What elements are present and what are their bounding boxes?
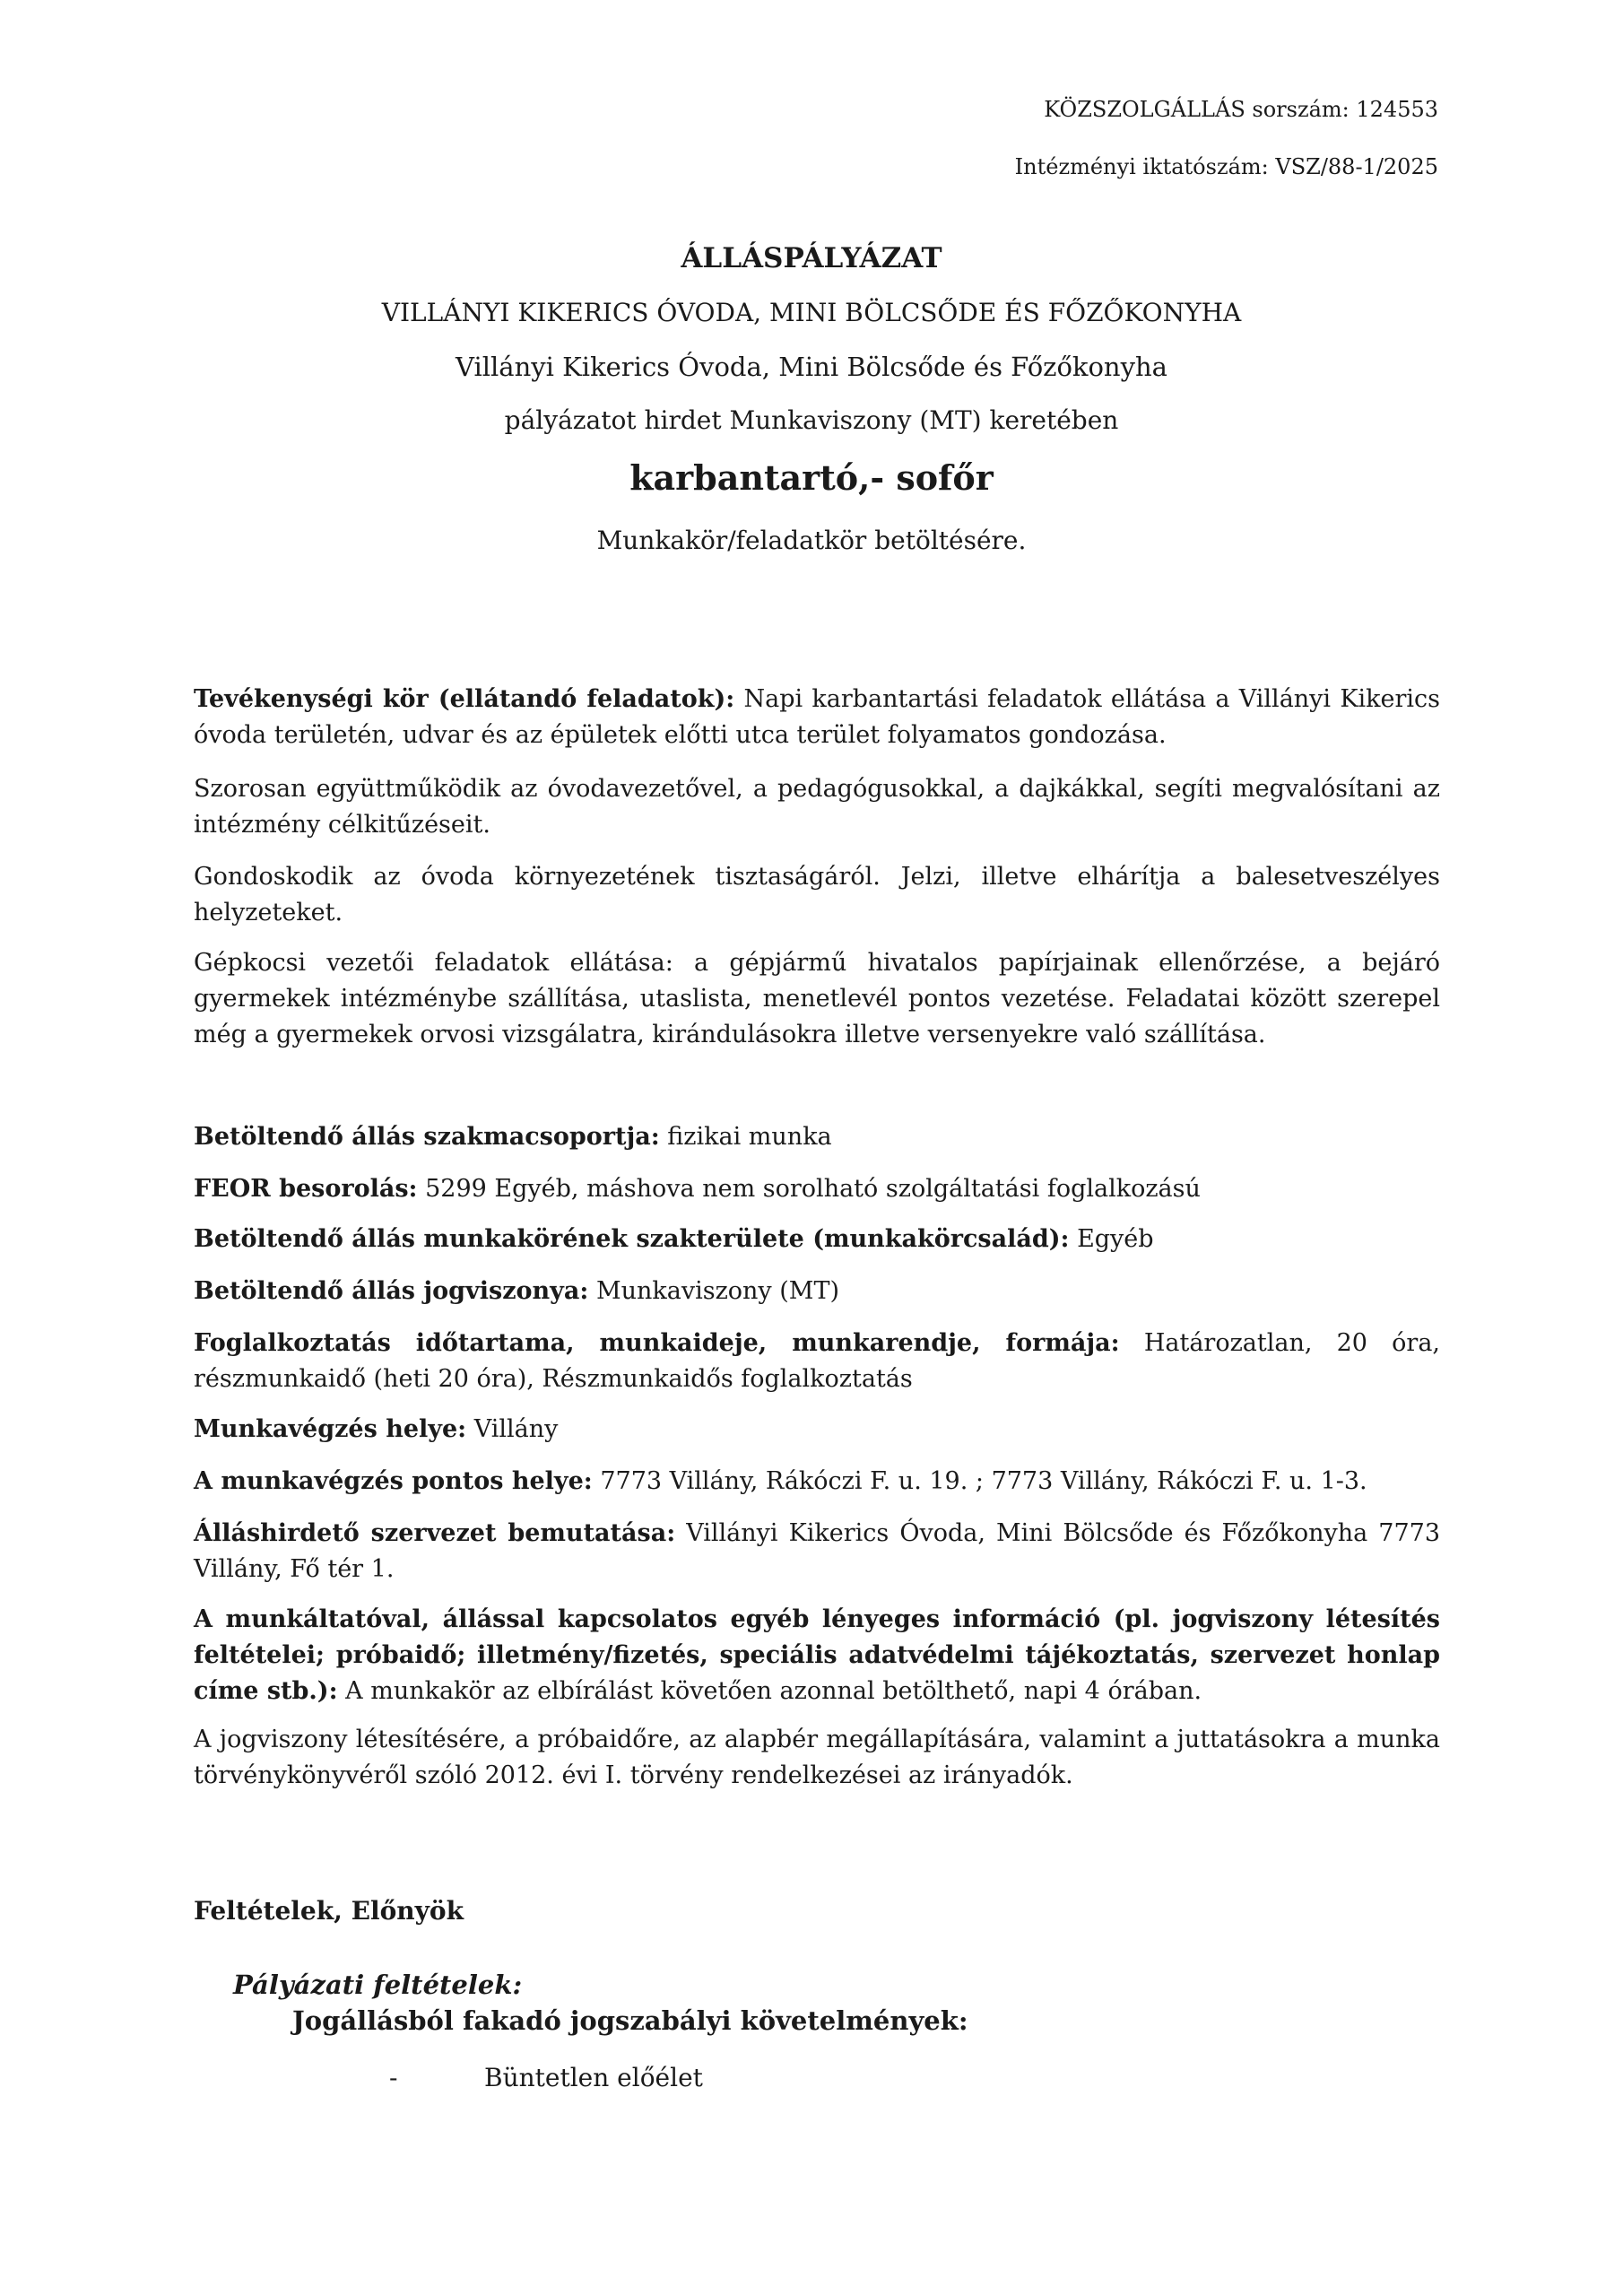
field-label: Álláshirdető szervezet bemutatása: xyxy=(194,1519,676,1547)
field-label: Betöltendő állás munkakörének szakterülete (munkakörcsalád): xyxy=(194,1225,1070,1253)
field-value: Egyéb xyxy=(1077,1225,1154,1253)
activities-text-1: Napi karbantartási feladatok ellátása a Villányi Kikerics óvoda területén, udvar és az épületek előtti utca terület folyamatos gondozása. xyxy=(194,685,1440,749)
activities-paragraph-3: Gondoskodik az óvoda környezetének tisztaságáról. Jelzi, illetve elhárítja a balesetveszélyes helyzeteket. xyxy=(194,863,1440,926)
field-value: A munkakör az elbírálást követően azonnal betölthető, napi 4 órában. xyxy=(345,1677,1202,1705)
activities-label: Tevékenységi kör (ellátandó feladatok): xyxy=(194,685,735,713)
field-value: fizikai munka xyxy=(667,1123,832,1151)
conditions-heading: Feltételek, Előnyök xyxy=(194,1896,464,1926)
field-other-information xyxy=(194,1602,1440,1709)
field-value: 5299 Egyéb, máshova nem sorolható szolgáltatási foglalkozású xyxy=(425,1175,1201,1203)
field-label: Munkavégzés helye: xyxy=(194,1415,467,1443)
serial-number: KÖZSZOLGÁLLÁS sorszám: 124553 xyxy=(1044,97,1438,122)
field-value: Munkaviszony (MT) xyxy=(595,1277,839,1305)
field-label: FEOR besorolás: xyxy=(194,1175,418,1203)
activities-paragraph-4: Gépkocsi vezetői feladatok ellátása: a gépjármű hivatalos papírjainak ellenőrzése, a bejáró gyermekek intézménybe szállítása, utaslista, menetlevél pontos vezetése. Feladatai között szerepel még a gyermekek orvosi vizsgálatra, kirándulásokra illetve versenyekre való szállítása. xyxy=(194,949,1440,1048)
field-label: Betöltendő állás szakmacsoportja: xyxy=(194,1123,660,1151)
fill-line: Munkakör/feladatkör betöltésére. xyxy=(596,526,1027,555)
field-exact-location xyxy=(194,1464,1440,1500)
bullet-marker: - xyxy=(389,2063,398,2092)
document-title: ÁLLÁSPÁLYÁZAT xyxy=(681,242,942,274)
field-work-location xyxy=(194,1412,1440,1448)
field-value: Villányi Kikerics Óvoda, Mini Bölcsőde és Főzőkonyha 7773 Villány, Fő tér 1. xyxy=(194,1519,1440,1583)
field-job-family xyxy=(194,1222,1440,1257)
legal-requirements-heading: Jogállásból fakadó jogszabályi követelmények: xyxy=(292,2005,968,2036)
activities-paragraph-2: Szorosan együttműködik az óvodavezetővel, a pedagógusokkal, a dajkákkal, segíti megvalósítani az intézmény célkitűzéseit. xyxy=(194,775,1440,839)
field-professional-group xyxy=(194,1119,1440,1155)
field-label: Foglalkoztatás időtartama, munkaideje, munkarendje, formája: xyxy=(194,1329,1120,1357)
field-value: Határozatlan, 20 óra, részmunkaidő (heti 20 óra), Részmunkaidős foglalkoztatás xyxy=(194,1329,1441,1393)
field-value: Villány xyxy=(473,1415,559,1443)
field-legal-relationship xyxy=(194,1274,1440,1309)
activities-paragraph-1 xyxy=(194,682,1440,753)
application-conditions-heading: Pályázati feltételek: xyxy=(233,1970,523,2000)
position-title: karbantartó,- sofőr xyxy=(629,457,994,498)
organization-name: Villányi Kikerics Óvoda, Mini Bölcsőde és Főzőkonyha xyxy=(456,352,1167,382)
registry-number: Intézményi iktatószám: VSZ/88-1/2025 xyxy=(1014,154,1438,179)
field-label: A munkavégzés pontos helye: xyxy=(194,1467,593,1495)
field-label: A munkáltatóval, állással kapcsolatos egyéb lényeges információ (pl. jogviszony létesítés feltételei; próbaidő; illetmény/fizetés, speciális adatvédelmi tájékoztatás, szervezet honlap címe stb.): xyxy=(194,1605,1440,1705)
organization-name-upper: VILLÁNYI KIKERICS ÓVODA, MINI BÖLCSŐDE ÉS FŐZŐKONYHA xyxy=(381,298,1242,327)
field-value: 7773 Villány, Rákóczi F. u. 19. ; 7773 Villány, Rákóczi F. u. 1-3. xyxy=(600,1467,1367,1495)
field-organization-intro xyxy=(194,1516,1440,1587)
field-label: Betöltendő állás jogviszonya: xyxy=(194,1277,589,1305)
field-feor xyxy=(194,1171,1440,1207)
field-employment-terms xyxy=(194,1326,1440,1397)
legal-basis-paragraph: A jogviszony létesítésére, a próbaidőre, az alapbér megállapítására, valamint a juttatásokra a munka törvénykönyvéről szóló 2012. évi I. törvény rendelkezései az irányadók. xyxy=(194,1726,1440,1789)
list-item: Büntetlen előélet xyxy=(484,2063,703,2092)
announcement-line: pályázatot hirdet Munkaviszony (MT) keretében xyxy=(504,405,1119,435)
